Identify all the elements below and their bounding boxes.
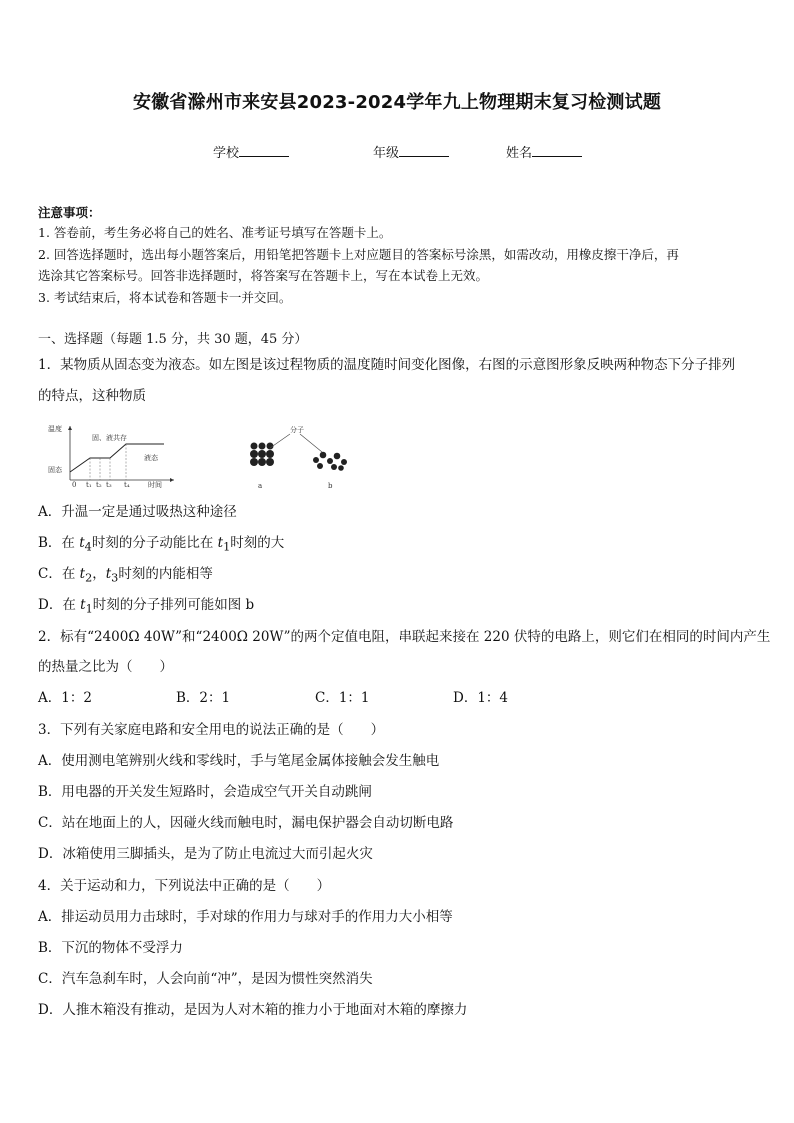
graph-tick-label: t₁	[86, 481, 92, 488]
q2-option-c[interactable]: C．1：1	[315, 690, 370, 706]
q3-option-a[interactable]: A．使用测电笔辨别火线和零线时，手与笔尾金属体接触会发生触电	[38, 753, 440, 769]
q1-option-d[interactable]	[38, 593, 254, 616]
q4-option-d[interactable]: D．人推木箱没有推动，是因为人对木箱的推力小于地面对木箱的摩擦力	[38, 1002, 468, 1018]
var-t: t	[80, 597, 86, 613]
graph-y-label: 温度	[48, 425, 62, 433]
subscript: 1	[85, 602, 93, 616]
option-prefix: C．在	[38, 566, 80, 582]
q3-option-c[interactable]: C．站在地面上的人，因碰火线而触电时，漏电保护器会自动切断电路	[38, 815, 454, 831]
graph-x-label: 时间	[148, 481, 162, 488]
grade-field[interactable]	[373, 142, 449, 161]
q4-option-b[interactable]: B．下沉的物体不受浮力	[38, 940, 183, 956]
q2-option-b[interactable]: B．2：1	[176, 690, 231, 706]
subscript: 1	[223, 540, 231, 554]
name-blank[interactable]	[532, 144, 582, 157]
diagram-a-label: a	[258, 482, 263, 490]
option-text: 时刻的内能相等	[118, 566, 213, 582]
question-4-stem: 4．关于运动和力，下列说法中正确的是（ ）	[38, 878, 331, 894]
graph-tick-label: t₃	[106, 481, 112, 488]
diagram-b-label: b	[328, 482, 333, 490]
option-prefix: B．在	[38, 535, 80, 551]
var-t: t	[105, 566, 112, 582]
section-heading: 一、选择题（每题 1.5 分，共 30 题，45 分）	[38, 332, 308, 347]
question-2-stem-cont: 的热量之比为（ ）	[38, 659, 173, 675]
graph-liquid-label: 液态	[144, 454, 158, 462]
molecules-a	[250, 443, 274, 467]
q1-option-c[interactable]	[38, 562, 213, 585]
var-t: t	[79, 535, 85, 551]
q4-option-c[interactable]: C．汽车急刹车时，人会向前“冲”，是因为惯性突然消失	[38, 971, 373, 987]
option-text: 时刻的分子排列可能如图 b	[92, 597, 255, 613]
option-text: 升温一定是通过吸热这种途径	[61, 504, 237, 520]
graph-solid-label: 固态	[48, 466, 62, 474]
option-prefix: A．	[38, 504, 62, 520]
graph-origin: 0	[72, 481, 77, 488]
notice-heading: 注意事项：	[38, 205, 101, 220]
notice-item: 1. 答卷前，考生务必将自己的姓名、准考证号填写在答题卡上。	[38, 225, 392, 240]
molecule-label: 分子	[290, 426, 304, 434]
molecules-b	[313, 452, 347, 471]
question-2-stem: 2．标有“2400Ω 40W”和“2400Ω 20W”的两个定值电阻，串联起来接在 220 伏特的电路上，则它们在相同的时间内产生	[38, 629, 771, 645]
question-1-stem-cont: 的特点，这种物质	[38, 388, 146, 404]
subscript: 3	[111, 571, 119, 585]
notice-item: 选涂其它答案标号。回答非选择题时，将答案写在答题卡上，写在本试卷上无效。	[38, 268, 489, 283]
temperature-time-graph	[44, 420, 176, 488]
molecule-diagram	[236, 424, 356, 490]
q2-option-d[interactable]: D．1：4	[453, 690, 509, 706]
graph-tick-label: t₄	[124, 481, 130, 488]
subscript: 4	[84, 540, 92, 554]
grade-blank[interactable]	[399, 144, 449, 157]
option-text: ，	[92, 566, 106, 582]
question-3-stem: 3．下列有关家庭电路和安全用电的说法正确的是（ ）	[38, 722, 385, 738]
option-text: 时刻的分子动能比在	[91, 535, 218, 551]
name-label: 姓名	[506, 146, 533, 161]
subscript: 2	[85, 571, 93, 585]
grade-label: 年级	[373, 146, 400, 161]
q2-option-a[interactable]: A．1：2	[38, 690, 92, 706]
question-1-stem: 1．某物质从固态变为液态。如左图是该过程物质的温度随时间变化图像，右图的示意图形象反映两种物态下分子排列	[38, 357, 736, 373]
page-title: 安徽省滁州市来安县2023-2024学年九上物理期末复习检测试题	[132, 92, 662, 113]
name-field[interactable]	[506, 142, 582, 161]
option-text: 时刻的大	[230, 535, 285, 551]
graph-tick-label: t₂	[96, 481, 102, 488]
var-t: t	[217, 535, 224, 551]
option-prefix: D．在	[38, 597, 81, 613]
var-t: t	[79, 566, 86, 582]
graph-mixed-label: 固、液共存	[92, 434, 127, 442]
q3-option-b[interactable]: B．用电器的开关发生短路时，会造成空气开关自动跳闸	[38, 784, 372, 800]
q1-option-a[interactable]	[38, 500, 237, 520]
q3-option-d[interactable]: D．冰箱使用三脚插头，是为了防止电流过大而引起火灾	[38, 846, 373, 862]
q4-option-a[interactable]: A．排运动员用力击球时，手对球的作用力与球对手的作用力大小相等	[38, 909, 453, 925]
school-field[interactable]	[213, 142, 289, 161]
notice-item: 2. 回答选择题时，选出每小题答案后，用铅笔把答题卡上对应题目的答案标号涂黑，如需改动，用橡皮擦干净后，再	[38, 247, 679, 262]
school-blank[interactable]	[239, 144, 289, 157]
q1-option-b[interactable]	[38, 531, 284, 554]
school-label: 学校	[213, 146, 240, 161]
notice-item: 3. 考试结束后，将本试卷和答题卡一并交回。	[38, 290, 292, 305]
